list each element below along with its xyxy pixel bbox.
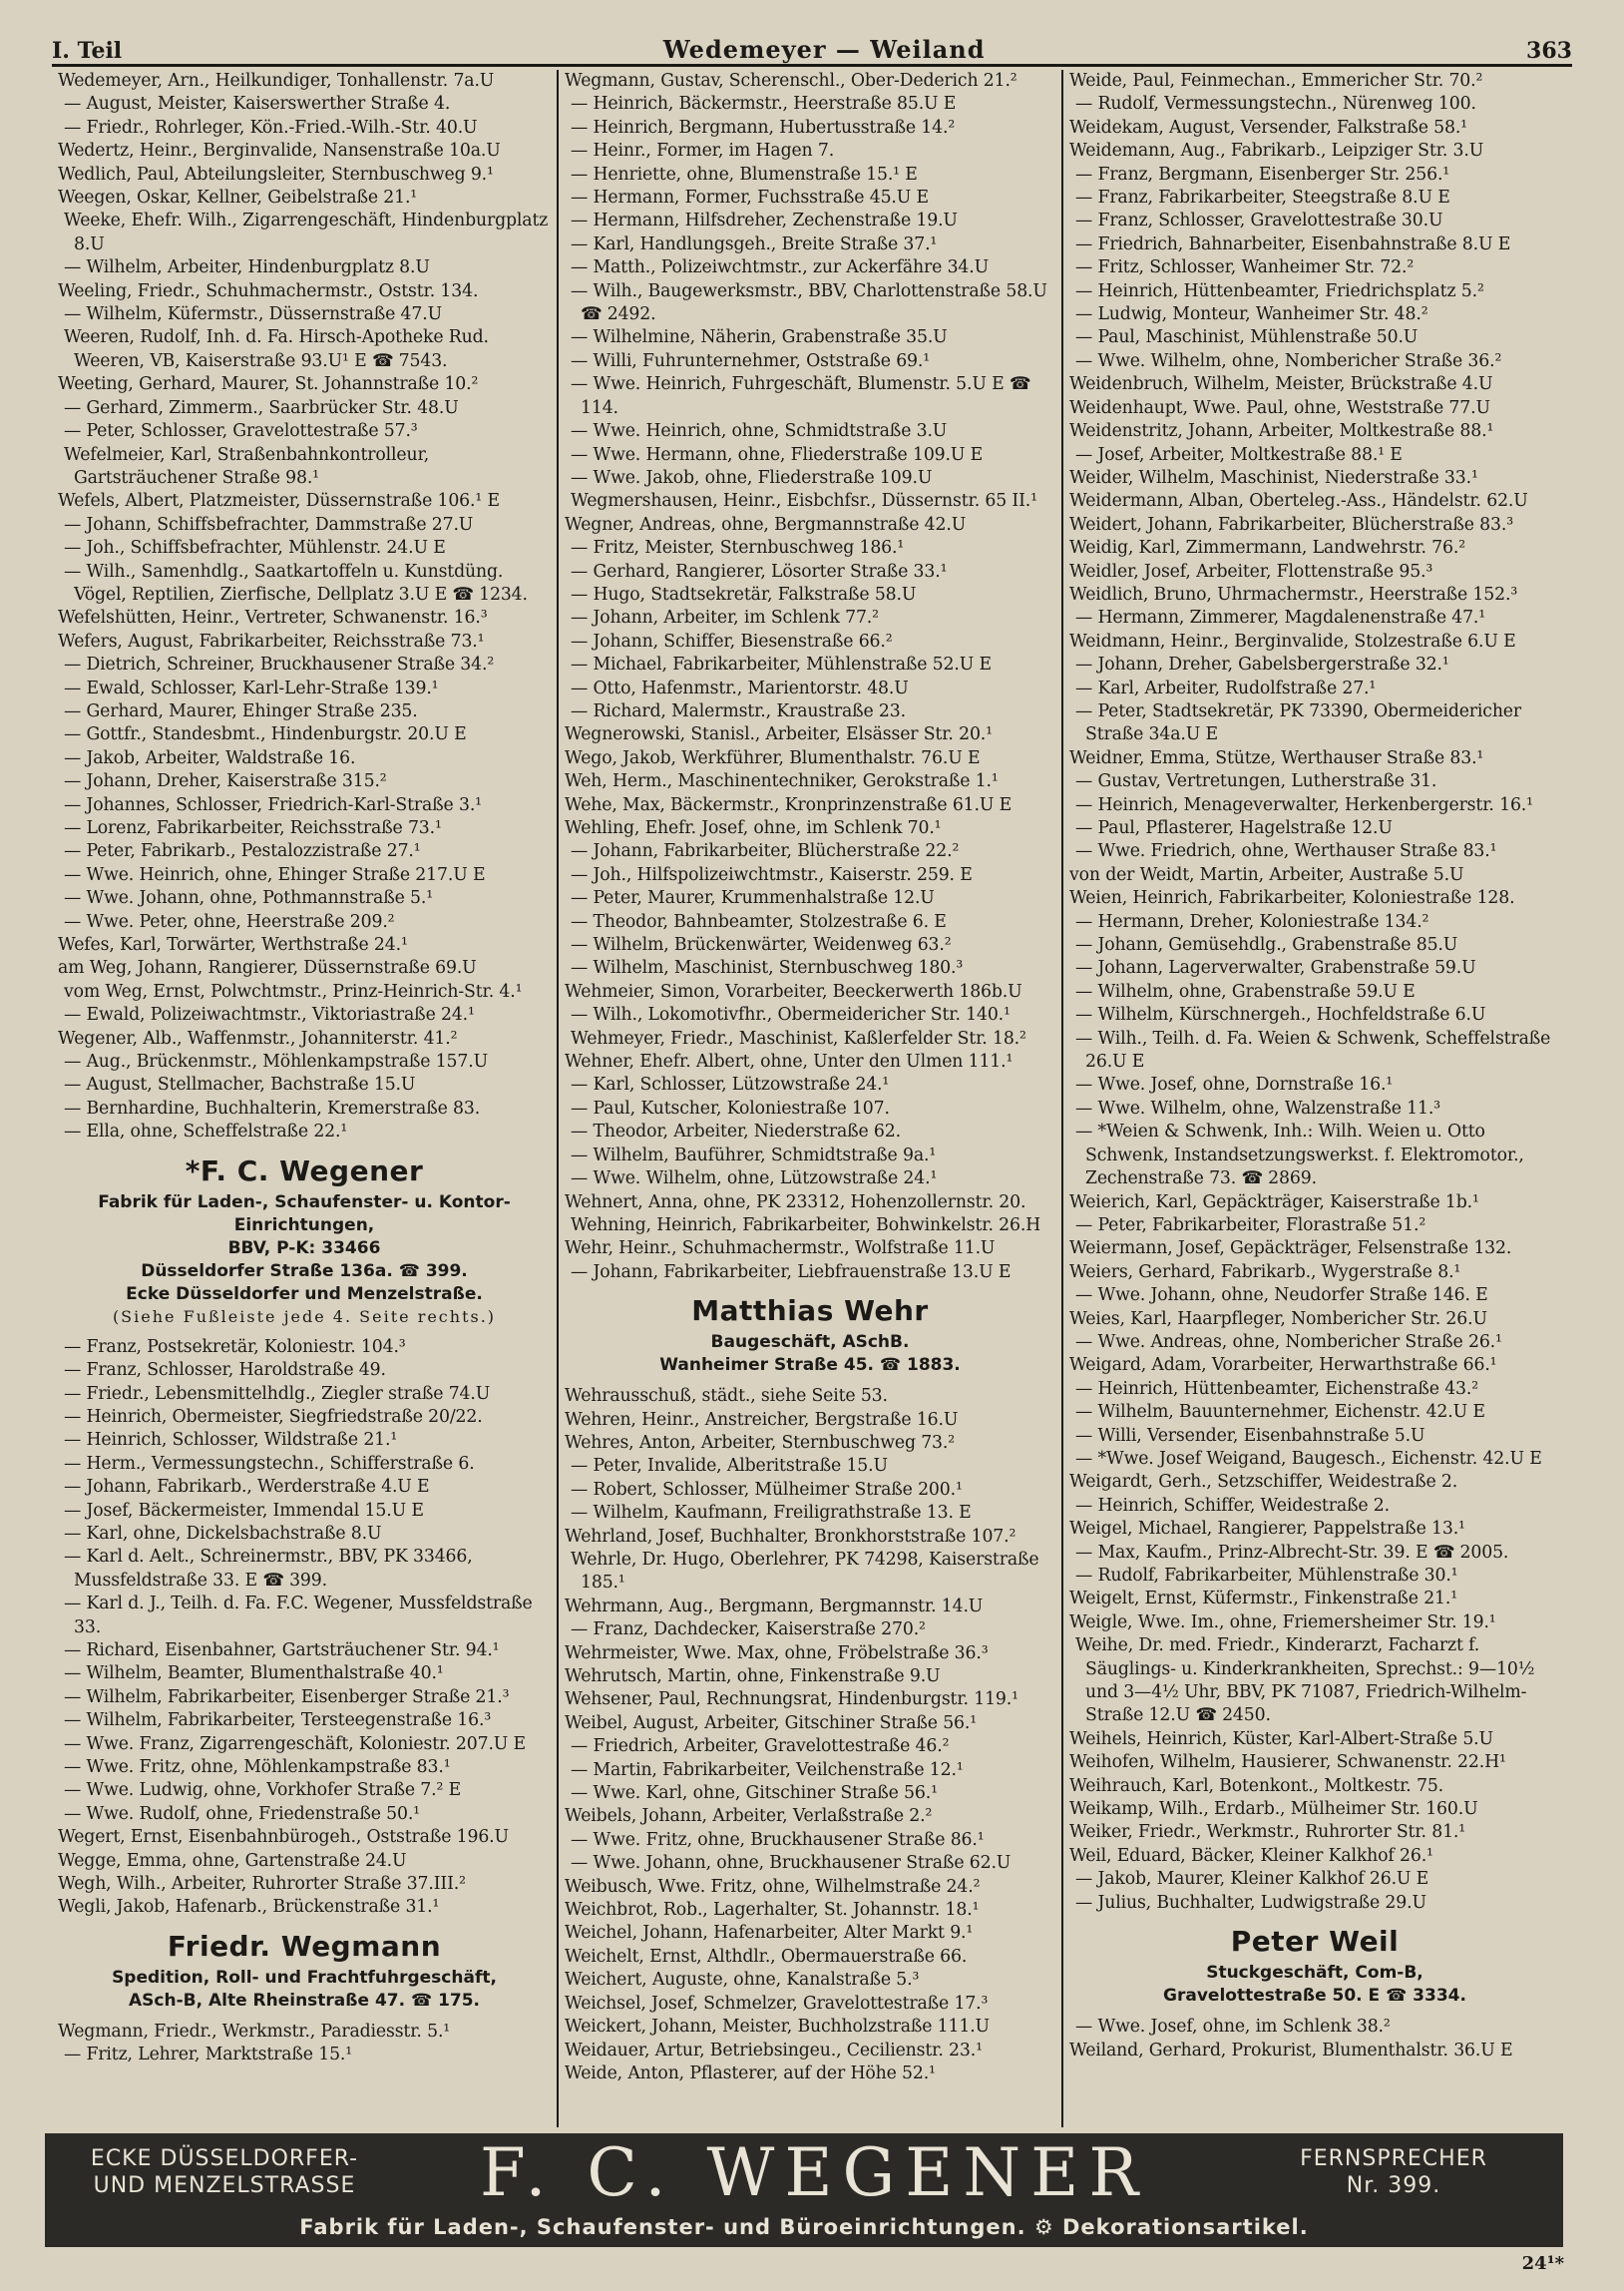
print-signature: 24¹* bbox=[1521, 2253, 1564, 2274]
directory-entry: — Johann, Dreher, Gabelsbergerstraße 32.¹ bbox=[1075, 655, 1449, 676]
directory-entry: Weegen, Oskar, Kellner, Geibelstraße 21.¹ bbox=[58, 188, 418, 209]
directory-entry: — Max, Kaufm., Prinz-Albrecht-Str. 39. E ☎ 2005. bbox=[1075, 1542, 1509, 1563]
directory-entry: Wegener, Alb., Waffenmstr., Johanniterstr. 41.² bbox=[58, 1028, 458, 1049]
directory-entry: Wegli, Jakob, Hafenarb., Brückenstraße 31.¹ bbox=[58, 1897, 440, 1918]
directory-entry: Weigle, Wwe. Im., ohne, Friemersheimer Str. 19.¹ bbox=[1069, 1611, 1496, 1632]
directory-entry: — Jakob, Arbeiter, Waldstraße 16. bbox=[64, 747, 356, 768]
directory-entry: Weeren, Rudolf, Inh. d. Fa. Hirsch-Apotheke Rud. Weeren, VB, Kaiserstraße 93.U¹ E ☎ 7543. bbox=[64, 327, 489, 371]
directory-entry: — Wilhelm, Kürschnergeh., Hochfeldstraße 6.U bbox=[1075, 1005, 1486, 1026]
directory-entry: — Johann, Fabrikarb., Werderstraße 4.U E bbox=[64, 1477, 430, 1498]
directory-entry: — Franz, Schlosser, Haroldstraße 49. bbox=[64, 1360, 386, 1381]
directory-entry: — Wwe. Heinrich, Fuhrgeschäft, Blumenstr. 5.U E ☎ 114. bbox=[571, 374, 1031, 418]
directory-entry: — Friedr., Lebensmittelhdlg., Ziegler straße 74.U bbox=[64, 1383, 491, 1404]
directory-entry: Wego, Jakob, Werkführer, Blumenthalstr. 76.U E bbox=[565, 747, 981, 768]
directory-entry: Weidmann, Heinr., Berginvalide, Stolzestraße 6.U E bbox=[1069, 631, 1516, 652]
directory-entry: Weeling, Friedr., Schuhmachermstr., Oststr. 134. bbox=[58, 280, 479, 301]
directory-entry: — August, Meister, Kaiserswerther Straße 4. bbox=[64, 94, 451, 115]
directory-entry: Weibels, Johann, Arbeiter, Verlaßstraße 2.² bbox=[565, 1806, 933, 1827]
footer-brand: F. C. WEGENER bbox=[479, 2133, 1149, 2211]
directory-entry: Wegner, Andreas, ohne, Bergmannstraße 42.U bbox=[565, 514, 967, 535]
directory-entry: — Wwe. Fritz, ohne, Bruckhausener Straße 86.¹ bbox=[571, 1829, 985, 1850]
directory-entry: Wehmeier, Simon, Vorarbeiter, Beeckerwerth 186b.U bbox=[565, 981, 1022, 1002]
directory-entry: — Peter, Invalide, Alberitstraße 15.U bbox=[571, 1456, 888, 1477]
directory-entry: Weeke, Ehefr. Wilh., Zigarrengeschäft, Hindenburgplatz 8.U bbox=[64, 211, 549, 254]
directory-entry: — Wwe. Johann, ohne, Neudorfer Straße 146. E bbox=[1075, 1285, 1488, 1306]
directory-entry: — Johann, Gemüsehdlg., Grabenstraße 85.U bbox=[1075, 935, 1458, 956]
header-part-label: I. Teil bbox=[52, 38, 123, 64]
directory-entry: Weichelt, Ernst, Althdlr., Obermauerstraße 66. bbox=[565, 1946, 968, 1967]
directory-entry: — Wwe. Wilhelm, ohne, Lützowstraße 24.¹ bbox=[571, 1168, 938, 1189]
directory-entry: Wehling, Ehefr. Josef, ohne, im Schlenk 70.¹ bbox=[565, 818, 942, 838]
directory-entry: — Wilh., Lokomotivfhr., Obermeidericher Str. 140.¹ bbox=[571, 1005, 1011, 1026]
directory-entry: von der Weidt, Martin, Arbeiter, Austraße 5.U bbox=[1069, 864, 1464, 885]
directory-entry: Weeting, Gerhard, Maurer, St. Johannstraße 10.² bbox=[58, 374, 479, 395]
directory-entry: — Wwe. Peter, ohne, Heerstraße 209.² bbox=[64, 911, 395, 932]
directory-entry: Weidekam, August, Versender, Falkstraße 58.¹ bbox=[1069, 117, 1467, 138]
directory-entry: Wehmeyer, Friedr., Maschinist, Kaßlerfelder Str. 18.² bbox=[571, 1028, 1026, 1049]
directory-entry: Wegmann, Gustav, Scherenschl., Ober-Dederich 21.² bbox=[565, 71, 1017, 91]
directory-entry: Wegh, Wilh., Arbeiter, Ruhrorter Straße 37.III.² bbox=[58, 1874, 466, 1895]
business-advertisement bbox=[58, 1930, 551, 2013]
ad-business-name: Peter Weil bbox=[1230, 1925, 1400, 1959]
directory-entry: Weidert, Johann, Fabrikarbeiter, Blücherstraße 83.³ bbox=[1069, 514, 1513, 535]
directory-entry: — Wilhelm, Brückenwärter, Weidenweg 63.² bbox=[571, 935, 952, 956]
directory-entry: Weidlich, Bruno, Uhrmachermstr., Heerstraße 152.³ bbox=[1069, 584, 1518, 605]
ad-line: Wanheimer Straße 45. ☎ 1883. bbox=[659, 1355, 961, 1376]
directory-entry: — Gerhard, Rangierer, Lösorter Straße 33.¹ bbox=[571, 561, 948, 582]
directory-entry: Weidemann, Aug., Fabrikarb., Leipziger Str. 3.U bbox=[1069, 141, 1484, 162]
directory-entry: Weidenhaupt, Wwe. Paul, ohne, Weststraße 77.U bbox=[1069, 397, 1490, 418]
directory-entry: — Heinr., Former, im Hagen 7. bbox=[571, 141, 835, 162]
directory-entry: — Ewald, Schlosser, Karl-Lehr-Straße 139.¹ bbox=[64, 678, 439, 698]
ad-line: Fabrik für Laden-, Schaufenster- u. Kontor-Einrichtungen, bbox=[98, 1191, 511, 1235]
directory-entry: — Ludwig, Monteur, Wanheimer Str. 48.² bbox=[1075, 304, 1428, 325]
directory-entry: Weidner, Emma, Stütze, Werthauser Straße 83.¹ bbox=[1069, 747, 1484, 768]
directory-entry: Wedertz, Heinr., Berginvalide, Nansenstraße 10a.U bbox=[58, 141, 501, 162]
directory-entry: Weigard, Adam, Vorarbeiter, Herwarthstraße 66.¹ bbox=[1069, 1355, 1497, 1376]
directory-entry: Weihe, Dr. med. Friedr., Kinderarzt, Facharzt f. Säuglings- u. Kinderkrankheiten, Sprechst.: 9—10½ und 3—4½ Uhr, BBV, PK 71087, Friedrich-Wilhelm-Straße 12.U ☎ 2450. bbox=[1075, 1635, 1535, 1726]
directory-entry: — Wwe. Andreas, ohne, Nombericher Straße 26.¹ bbox=[1075, 1331, 1502, 1352]
footer-address bbox=[45, 2145, 404, 2199]
ad-line: Ecke Düsseldorfer und Menzelstraße. bbox=[126, 1283, 483, 1304]
directory-entry: Wehsener, Paul, Rechnungsrat, Hindenburgstr. 119.¹ bbox=[565, 1689, 1018, 1710]
directory-entry: — Jakob, Maurer, Kleiner Kalkhof 26.U E bbox=[1075, 1869, 1429, 1890]
page-number: 363 bbox=[1526, 38, 1572, 64]
directory-entry: — Franz, Postsekretär, Koloniestr. 104.³ bbox=[64, 1336, 406, 1357]
directory-entry: — Richard, Eisenbahner, Gartsträuchener Str. 94.¹ bbox=[64, 1639, 500, 1660]
directory-entry: Wefers, August, Fabrikarbeiter, Reichsstraße 73.¹ bbox=[58, 631, 485, 652]
directory-entry: Wefelmeier, Karl, Straßenbahnkontrolleur, Gartsträuchener Straße 98.¹ bbox=[64, 444, 430, 488]
directory-entry: Wehner, Ehefr. Albert, ohne, Unter den Ulmen 111.¹ bbox=[565, 1052, 1014, 1073]
directory-entry: — Karl d. Aelt., Schreinermstr., BBV, PK 33466, Mussfeldstraße 33. E ☎ 399. bbox=[64, 1547, 473, 1591]
footer-phone bbox=[1224, 2145, 1563, 2199]
directory-entry: — Heinrich, Hüttenbeamter, Eichenstraße 43.² bbox=[1075, 1378, 1479, 1399]
directory-entry: — August, Stellmacher, Bachstraße 15.U bbox=[64, 1075, 416, 1096]
ad-line: BBV, P-K: 33466 bbox=[227, 1237, 381, 1258]
directory-entry: Weichsel, Josef, Schmelzer, Gravelottestraße 17.³ bbox=[565, 1993, 989, 2014]
directory-entry: Weider, Wilhelm, Maschinist, Niederstraße 33.¹ bbox=[1069, 467, 1478, 488]
directory-entry: Weidenbruch, Wilhelm, Meister, Brückstraße 4.U bbox=[1069, 374, 1493, 395]
directory-entry: Wehren, Heinr., Anstreicher, Bergstraße 16.U bbox=[565, 1409, 959, 1430]
directory-entry: — Wilh., Baugewerksmstr., BBV, Charlottenstraße 58.U ☎ 2492. bbox=[571, 280, 1047, 325]
directory-entry: Wehrland, Josef, Buchhalter, Bronkhorststraße 107.² bbox=[565, 1526, 1016, 1547]
directory-entry: Wedlich, Paul, Abteilungsleiter, Sternbuschweg 9.¹ bbox=[58, 164, 494, 185]
directory-entry: — Peter, Fabrikarbeiter, Florastraße 51.² bbox=[1075, 1214, 1426, 1235]
directory-entry: — Wwe. Fritz, ohne, Möhlenkampstraße 83.¹ bbox=[64, 1757, 451, 1777]
directory-entry: — Wilhelm, Fabrikarbeiter, Eisenberger Straße 21.³ bbox=[64, 1686, 510, 1707]
directory-entry: — Herm., Vermessungstechn., Schifferstraße 6. bbox=[64, 1453, 475, 1474]
directory-entry: — *Wwe. Josef Weigand, Baugesch., Eichenstr. 42.U E bbox=[1075, 1448, 1542, 1469]
directory-entry: — Gustav, Vertretungen, Lutherstraße 31. bbox=[1075, 771, 1437, 792]
directory-entry: Wehr, Heinr., Schuhmachermstr., Wolfstraße 11.U bbox=[565, 1238, 996, 1259]
directory-entry: Weidig, Karl, Zimmermann, Landwehrstr. 76.² bbox=[1069, 538, 1465, 559]
directory-entry: — Karl, ohne, Dickelsbachstraße 8.U bbox=[64, 1523, 382, 1544]
business-advertisement bbox=[565, 1294, 1055, 1377]
directory-entry: — Wilhelm, ohne, Grabenstraße 59.U E bbox=[1075, 981, 1416, 1002]
directory-entry: Wehrle, Dr. Hugo, Oberlehrer, PK 74298, Kaiserstraße 185.¹ bbox=[571, 1549, 1039, 1594]
directory-entry: — Wwe. Karl, ohne, Gitschiner Straße 56.¹ bbox=[571, 1783, 938, 1804]
directory-entry: — Henriette, ohne, Blumenstraße 15.¹ E bbox=[571, 164, 918, 185]
directory-entry: — *Weien & Schwenk, Inh.: Wilh. Weien u. Otto Schwenk, Instandsetzungswerkst. f. Elektromotor., Zechenstraße 73. ☎ 2869. bbox=[1075, 1122, 1524, 1189]
directory-entry: — Paul, Maschinist, Mühlenstraße 50.U bbox=[1075, 327, 1419, 348]
directory-entry: Weigardt, Gerh., Setzschiffer, Weidestraße 2. bbox=[1069, 1472, 1458, 1493]
directory-entry: — Willi, Fuhrunternehmer, Oststraße 69.¹ bbox=[571, 350, 931, 371]
directory-entry: — Franz, Bergmann, Eisenberger Str. 256.¹ bbox=[1075, 164, 1450, 185]
ad-line: Baugeschäft, ASchB. bbox=[710, 1332, 910, 1353]
directory-entry: — Hermann, Dreher, Koloniestraße 134.² bbox=[1075, 911, 1429, 932]
directory-entry: Wegmann, Friedr., Werkmstr., Paradiesstr. 5.¹ bbox=[58, 2021, 451, 2042]
directory-entry: Weihrauch, Karl, Botenkont., Moltkestr. 75. bbox=[1069, 1775, 1444, 1796]
directory-entry: Weidermann, Alban, Oberteleg.-Ass., Händelstr. 62.U bbox=[1069, 491, 1528, 512]
business-advertisement bbox=[1069, 1925, 1560, 2008]
directory-entry: — Willi, Versender, Eisenbahnstraße 5.U bbox=[1075, 1425, 1425, 1446]
directory-entry: — Heinrich, Obermeister, Siegfriedstraße 20/22. bbox=[64, 1406, 483, 1427]
ad-line: Stuckgeschäft, Com-B, bbox=[1206, 1963, 1423, 1984]
directory-entry: — Wilhelm, Küfermstr., Düssernstraße 47.U bbox=[64, 304, 443, 325]
directory-entry: — Ella, ohne, Scheffelstraße 22.¹ bbox=[64, 1122, 348, 1143]
directory-entry: — Wwe. Josef, ohne, Dornstraße 16.¹ bbox=[1075, 1075, 1394, 1096]
directory-entry: — Friedr., Rohrleger, Kön.-Fried.-Wilh.-Str. 40.U bbox=[64, 117, 478, 138]
header-name-range: Wedemeyer — Weiland bbox=[662, 35, 986, 64]
directory-entry: — Peter, Fabrikarb., Pestalozzistraße 27.¹ bbox=[64, 841, 421, 862]
directory-entry: — Wilh., Samenhdlg., Saatkartoffeln u. Kunstdüng. Vögel, Reptilien, Zierfische, Dellplatz 3.U E ☎ 1234. bbox=[64, 561, 528, 605]
directory-entry: Wehrutsch, Martin, ohne, Finkenstraße 9.U bbox=[565, 1666, 941, 1686]
ad-line: Spedition, Roll- und Frachtfuhrgeschäft, bbox=[112, 1967, 497, 1988]
directory-entry: — Wilhelm, Arbeiter, Hindenburgplatz 8.U bbox=[64, 257, 430, 278]
directory-entry: — Heinrich, Menageverwalter, Herkenbergerstr. 16.¹ bbox=[1075, 794, 1533, 815]
directory-columns bbox=[52, 70, 1566, 2127]
directory-entry: am Weg, Johann, Rangierer, Düssernstraße 69.U bbox=[58, 958, 477, 979]
directory-entry: — Lorenz, Fabrikarbeiter, Reichsstraße 73.¹ bbox=[64, 818, 442, 838]
footer-tagline: Fabrik für Laden-, Schaufenster- und Büroeinrichtungen. ⚙ Dekorationsartikel. bbox=[299, 2215, 1309, 2239]
directory-entry: — Bernhardine, Buchhalterin, Kremerstraße 83. bbox=[64, 1098, 481, 1119]
directory-entry: — Michael, Fabrikarbeiter, Mühlenstraße 52.U E bbox=[571, 655, 992, 676]
directory-entry: Weh, Herm., Maschinentechniker, Gerokstraße 1.¹ bbox=[565, 771, 999, 792]
directory-entry: Weichert, Auguste, ohne, Kanalstraße 5.³ bbox=[565, 1970, 920, 1991]
directory-entry: — Wilh., Teilh. d. Fa. Weien & Schwenk, Scheffelstraße 26.U E bbox=[1075, 1028, 1551, 1073]
directory-entry: — Wilhelm, Fabrikarbeiter, Tersteegenstraße 16.³ bbox=[64, 1710, 492, 1731]
directory-entry: — Paul, Pflasterer, Hagelstraße 12.U bbox=[1075, 818, 1393, 838]
directory-entry: — Fritz, Schlosser, Wanheimer Str. 72.² bbox=[1075, 257, 1415, 278]
directory-entry: — Friedrich, Arbeiter, Gravelottestraße 46.² bbox=[571, 1736, 950, 1757]
directory-entry: — Johann, Arbeiter, im Schlenk 77.² bbox=[571, 608, 879, 629]
directory-entry: — Gottfr., Standesbmt., Hindenburgstr. 20.U E bbox=[64, 724, 467, 745]
directory-entry: — Matth., Polizeiwchtmstr., zur Ackerfähre 34.U bbox=[571, 257, 990, 278]
directory-entry: Wedemeyer, Arn., Heilkundiger, Tonhallenstr. 7a.U bbox=[58, 71, 495, 91]
directory-entry: Weibel, August, Arbeiter, Gitschiner Straße 56.¹ bbox=[565, 1712, 977, 1733]
ad-business-name: *F. C. Wegener bbox=[185, 1153, 424, 1187]
directory-entry: — Fritz, Meister, Sternbuschweg 186.¹ bbox=[571, 538, 905, 559]
directory-entry: Weichel, Johann, Hafenarbeiter, Alter Markt 9.¹ bbox=[565, 1923, 974, 1944]
directory-entry: — Karl, Schlosser, Lützowstraße 24.¹ bbox=[571, 1075, 890, 1096]
directory-entry: — Wilhelm, Bauunternehmer, Eichenstr. 42.U E bbox=[1075, 1402, 1485, 1423]
directory-entry: — Theodor, Bahnbeamter, Stolzestraße 6. E bbox=[571, 911, 947, 932]
directory-entry: — Wilhelm, Bauführer, Schmidtstraße 9a.¹ bbox=[571, 1145, 937, 1165]
directory-entry: Weikamp, Wilh., Erdarb., Mülheimer Str. 160.U bbox=[1069, 1799, 1478, 1820]
directory-entry: — Wwe. Ludwig, ohne, Vorkhofer Straße 7.² E bbox=[64, 1780, 462, 1801]
directory-entry: Wegert, Ernst, Eisenbahnbürogeh., Oststraße 196.U bbox=[58, 1827, 509, 1848]
directory-entry: Weidauer, Artur, Betriebsingeu., Cecilienstr. 23.¹ bbox=[565, 2040, 983, 2061]
directory-entry: Weichbrot, Rob., Lagerhalter, St. Johannstr. 18.¹ bbox=[565, 1900, 980, 1921]
directory-entry: — Wilhelm, Maschinist, Sternbuschweg 180.³ bbox=[571, 958, 964, 979]
directory-entry: — Dietrich, Schreiner, Bruckhausener Straße 34.² bbox=[64, 655, 495, 676]
directory-entry: — Karl d. J., Teilh. d. Fa. F.C. Wegener, Mussfeldstraße 33. bbox=[64, 1594, 533, 1637]
business-advertisement bbox=[58, 1154, 551, 1328]
column-1 bbox=[52, 70, 557, 2127]
ad-business-name: Friedr. Wegmann bbox=[167, 1929, 442, 1963]
directory-entry: Weierich, Karl, Gepäckträger, Kaiserstraße 1b.¹ bbox=[1069, 1191, 1479, 1212]
directory-entry: — Peter, Schlosser, Gravelottestraße 57.³ bbox=[64, 421, 418, 442]
header-rule bbox=[52, 64, 1572, 67]
directory-entry: Wefels, Albert, Platzmeister, Düssernstraße 106.¹ E bbox=[58, 491, 500, 512]
directory-entry: — Wwe. Heinrich, ohne, Ehinger Straße 217.U E bbox=[64, 864, 486, 885]
directory-entry: — Wwe. Josef, ohne, im Schlenk 38.² bbox=[1075, 2017, 1391, 2038]
directory-entry: — Johann, Lagerverwalter, Grabenstraße 59.U bbox=[1075, 958, 1476, 979]
directory-entry: — Theodor, Arbeiter, Niederstraße 62. bbox=[571, 1122, 901, 1143]
directory-entry: Weihofen, Wilhelm, Hausierer, Schwanenstr. 22.H¹ bbox=[1069, 1752, 1506, 1773]
directory-entry: — Robert, Schlosser, Mülheimer Straße 200.¹ bbox=[571, 1479, 963, 1500]
directory-entry: — Wwe. Hermann, ohne, Fliederstraße 109.U E bbox=[571, 444, 984, 465]
ad-line: ASch-B, Alte Rheinstraße 47. ☎ 175. bbox=[128, 1990, 481, 2011]
directory-entry: Weiermann, Josef, Gepäckträger, Felsenstraße 132. bbox=[1069, 1238, 1512, 1259]
directory-entry: — Hugo, Stadtsekretär, Falkstraße 58.U bbox=[571, 584, 917, 605]
page-header bbox=[52, 28, 1572, 64]
directory-entry: Weiland, Gerhard, Prokurist, Blumenthalstr. 36.U E bbox=[1069, 2040, 1513, 2061]
directory-entry: — Wilhelm, Kaufmann, Freiligrathstraße 13. E bbox=[571, 1503, 972, 1524]
directory-entry: — Johann, Fabrikarbeiter, Blücherstraße 22.² bbox=[571, 841, 960, 862]
directory-entry: Weiker, Friedr., Werkmstr., Ruhrorter Str. 81.¹ bbox=[1069, 1822, 1466, 1843]
directory-entry: — Hermann, Zimmerer, Magdalenenstraße 47.¹ bbox=[1075, 608, 1486, 629]
directory-entry: Wehrausschuß, städt., siehe Seite 53. bbox=[565, 1386, 888, 1407]
directory-entry: Weigelt, Ernst, Küfermstr., Finkenstraße 21.¹ bbox=[1069, 1589, 1458, 1609]
directory-entry: — Johann, Schiffer, Biesenstraße 66.² bbox=[571, 631, 893, 652]
directory-entry: — Wwe. Wilhelm, ohne, Nombericher Straße 36.² bbox=[1075, 350, 1502, 371]
directory-entry: Wegge, Emma, ohne, Gartenstraße 24.U bbox=[58, 1850, 407, 1871]
directory-entry: — Otto, Hafenmstr., Marientorstr. 48.U bbox=[571, 678, 909, 698]
directory-entry: — Josef, Bäckermeister, Immendal 15.U E bbox=[64, 1500, 424, 1521]
directory-entry: Wehnert, Anna, ohne, PK 23312, Hohenzollernstr. 20. bbox=[565, 1191, 1026, 1212]
column-2 bbox=[557, 70, 1061, 2127]
directory-entry: Wehning, Heinrich, Fabrikarbeiter, Bohwinkelstr. 26.H bbox=[571, 1214, 1041, 1235]
directory-entry: — Karl, Handlungsgeh., Breite Straße 37.¹ bbox=[571, 233, 938, 254]
directory-entry: vom Weg, Ernst, Polwchtmstr., Prinz-Heinrich-Str. 4.¹ bbox=[64, 981, 523, 1002]
footer-phone-number: Nr. 399. bbox=[1346, 2173, 1441, 2198]
directory-entry: — Wwe. Rudolf, ohne, Friedenstraße 50.¹ bbox=[64, 1803, 420, 1824]
directory-entry: Weiers, Gerhard, Fabrikarb., Wygerstraße 8.¹ bbox=[1069, 1261, 1461, 1282]
directory-entry: — Wwe. Johann, ohne, Bruckhausener Straße 62.U bbox=[571, 1853, 1012, 1874]
directory-entry: — Karl, Arbeiter, Rudolfstraße 27.¹ bbox=[1075, 678, 1377, 698]
directory-entry: Weide, Paul, Feinmechan., Emmericher Str. 70.² bbox=[1069, 71, 1483, 91]
directory-entry: — Richard, Malermstr., Kraustraße 23. bbox=[571, 700, 906, 721]
directory-entry: — Rudolf, Fabrikarbeiter, Mühlenstraße 30.¹ bbox=[1075, 1566, 1458, 1586]
directory-entry: — Johann, Dreher, Kaiserstraße 315.² bbox=[64, 771, 387, 792]
directory-entry: Wehe, Max, Bäckermstr., Kronprinzenstraße 61.U E bbox=[565, 794, 1013, 815]
directory-entry: Weien, Heinrich, Fabrikarbeiter, Koloniestraße 128. bbox=[1069, 888, 1515, 909]
directory-entry: — Johann, Fabrikarbeiter, Liebfrauenstraße 13.U E bbox=[571, 1261, 1012, 1282]
directory-entry: — Heinrich, Schiffer, Weidestraße 2. bbox=[1075, 1495, 1390, 1516]
directory-entry: — Heinrich, Bergmann, Hubertusstraße 14.² bbox=[571, 117, 956, 138]
directory-entry: — Hermann, Former, Fuchsstraße 45.U E bbox=[571, 188, 929, 209]
directory-entry: Weies, Karl, Haarpfleger, Nombericher Str. 26.U bbox=[1069, 1308, 1487, 1329]
directory-entry: — Wilhelmine, Näherin, Grabenstraße 35.U bbox=[571, 327, 948, 348]
directory-entry: — Rudolf, Vermessungstechn., Nürenweg 100. bbox=[1075, 94, 1476, 115]
ad-note: (Siehe Fußleiste jede 4. Seite rechts.) bbox=[112, 1306, 497, 1326]
directory-entry: — Wwe. Friedrich, ohne, Werthauser Straße 83.¹ bbox=[1075, 841, 1497, 862]
directory-entry: — Joh., Hilfspolizeiwchtmstr., Kaiserstr. 259. E bbox=[571, 864, 973, 885]
directory-entry: — Heinrich, Bäckermstr., Heerstraße 85.U E bbox=[571, 94, 957, 115]
directory-entry: Wehrmann, Aug., Bergmann, Bergmannstr. 14.U bbox=[565, 1596, 984, 1616]
directory-entry: — Johann, Schiffsbefrachter, Dammstraße 27.U bbox=[64, 514, 474, 535]
footer-advertisement bbox=[45, 2133, 1563, 2247]
directory-entry: Weigel, Michael, Rangierer, Pappelstraße 13.¹ bbox=[1069, 1519, 1465, 1540]
directory-entry: — Heinrich, Schlosser, Wildstraße 21.¹ bbox=[64, 1430, 398, 1451]
directory-entry: Weil, Eduard, Bäcker, Kleiner Kalkhof 26.¹ bbox=[1069, 1845, 1433, 1866]
directory-entry: Wefes, Karl, Torwärter, Werthstraße 24.¹ bbox=[58, 935, 408, 956]
directory-entry: Weihels, Heinrich, Küster, Karl-Albert-Straße 5.U bbox=[1069, 1728, 1493, 1749]
directory-entry: — Wwe. Johann, ohne, Pothmannstraße 5.¹ bbox=[64, 888, 433, 909]
directory-entry: — Wwe. Heinrich, ohne, Schmidtstraße 3.U bbox=[571, 421, 948, 442]
directory-entry: — Aug., Brückenmstr., Möhlenkampstraße 157.U bbox=[64, 1052, 488, 1073]
ad-line: Gravelottestraße 50. E ☎ 3334. bbox=[1163, 1986, 1466, 2007]
directory-entry: Wefelshütten, Heinr., Vertreter, Schwanenstr. 16.³ bbox=[58, 608, 488, 629]
directory-entry: — Franz, Schlosser, Gravelottestraße 30.U bbox=[1075, 211, 1443, 231]
directory-entry: — Paul, Kutscher, Koloniestraße 107. bbox=[571, 1098, 890, 1119]
directory-entry: — Peter, Maurer, Krummenhalstraße 12.U bbox=[571, 888, 935, 909]
directory-entry: — Franz, Dachdecker, Kaiserstraße 270.² bbox=[571, 1619, 926, 1640]
directory-entry: — Wwe. Jakob, ohne, Fliederstraße 109.U bbox=[571, 467, 933, 488]
directory-entry: Weidenstritz, Johann, Arbeiter, Moltkestraße 88.¹ bbox=[1069, 421, 1494, 442]
directory-entry: — Gerhard, Maurer, Ehinger Straße 235. bbox=[64, 700, 418, 721]
footer-address-line: ECKE DÜSSELDORFER- bbox=[90, 2146, 359, 2171]
ad-business-name: Matthias Wehr bbox=[691, 1294, 929, 1328]
directory-entry: — Ewald, Polizeiwachtmstr., Viktoriastraße 24.¹ bbox=[64, 1005, 475, 1026]
directory-entry: — Martin, Fabrikarbeiter, Veilchenstraße 12.¹ bbox=[571, 1759, 964, 1780]
footer-address-line: UND MENZELSTRASSE bbox=[93, 2173, 356, 2198]
directory-entry: — Hermann, Hilfsdreher, Zechenstraße 19.U bbox=[571, 211, 958, 231]
directory-entry: — Peter, Stadtsekretär, PK 73390, Obermeidericher Straße 34a.U E bbox=[1075, 700, 1521, 745]
directory-entry: — Wwe. Wilhelm, ohne, Walzenstraße 11.³ bbox=[1075, 1098, 1440, 1119]
directory-entry: — Fritz, Lehrer, Marktstraße 15.¹ bbox=[64, 2045, 353, 2065]
directory-entry: Weidler, Josef, Arbeiter, Flottenstraße 95.³ bbox=[1069, 561, 1433, 582]
directory-entry: Wegmershausen, Heinr., Eisbchfsr., Düssernstr. 65 II.¹ bbox=[571, 491, 1037, 512]
directory-entry: Wehres, Anton, Arbeiter, Sternbuschweg 73.² bbox=[565, 1432, 956, 1453]
directory-entry: — Friedrich, Bahnarbeiter, Eisenbahnstraße 8.U E bbox=[1075, 233, 1511, 254]
directory-entry: — Gerhard, Zimmerm., Saarbrücker Str. 48.U bbox=[64, 397, 459, 418]
directory-entry: — Franz, Fabrikarbeiter, Steegstraße 8.U E bbox=[1075, 188, 1450, 209]
column-3 bbox=[1061, 70, 1566, 2127]
directory-entry: Weickert, Johann, Meister, Buchholzstraße 111.U bbox=[565, 2017, 990, 2038]
ad-line: Düsseldorfer Straße 136a. ☎ 399. bbox=[141, 1260, 468, 1281]
directory-entry: — Johannes, Schlosser, Friedrich-Karl-Straße 3.¹ bbox=[64, 794, 482, 815]
directory-entry: Weibusch, Wwe. Fritz, ohne, Wilhelmstraße 24.² bbox=[565, 1876, 981, 1897]
directory-entry: Wegnerowski, Stanisl., Arbeiter, Elsässer Str. 20.¹ bbox=[565, 724, 993, 745]
directory-entry: Weide, Anton, Pflasterer, auf der Höhe 52.¹ bbox=[565, 2062, 936, 2083]
directory-entry: Wehrmeister, Wwe. Max, ohne, Fröbelstraße 36.³ bbox=[565, 1642, 989, 1663]
directory-entry: — Wwe. Franz, Zigarrengeschäft, Koloniestr. 207.U E bbox=[64, 1733, 527, 1754]
directory-entry: — Julius, Buchhalter, Ludwigstraße 29.U bbox=[1075, 1892, 1426, 1913]
directory-entry: — Josef, Arbeiter, Moltkestraße 88.¹ E bbox=[1075, 444, 1403, 465]
directory-entry: — Joh., Schiffsbefrachter, Mühlenstr. 24.U E bbox=[64, 538, 446, 559]
directory-entry: — Wilhelm, Beamter, Blumenthalstraße 40.¹ bbox=[64, 1663, 444, 1684]
directory-entry: — Heinrich, Hüttenbeamter, Friedrichsplatz 5.² bbox=[1075, 280, 1484, 301]
footer-phone-label: FERNSPRECHER bbox=[1300, 2146, 1487, 2171]
